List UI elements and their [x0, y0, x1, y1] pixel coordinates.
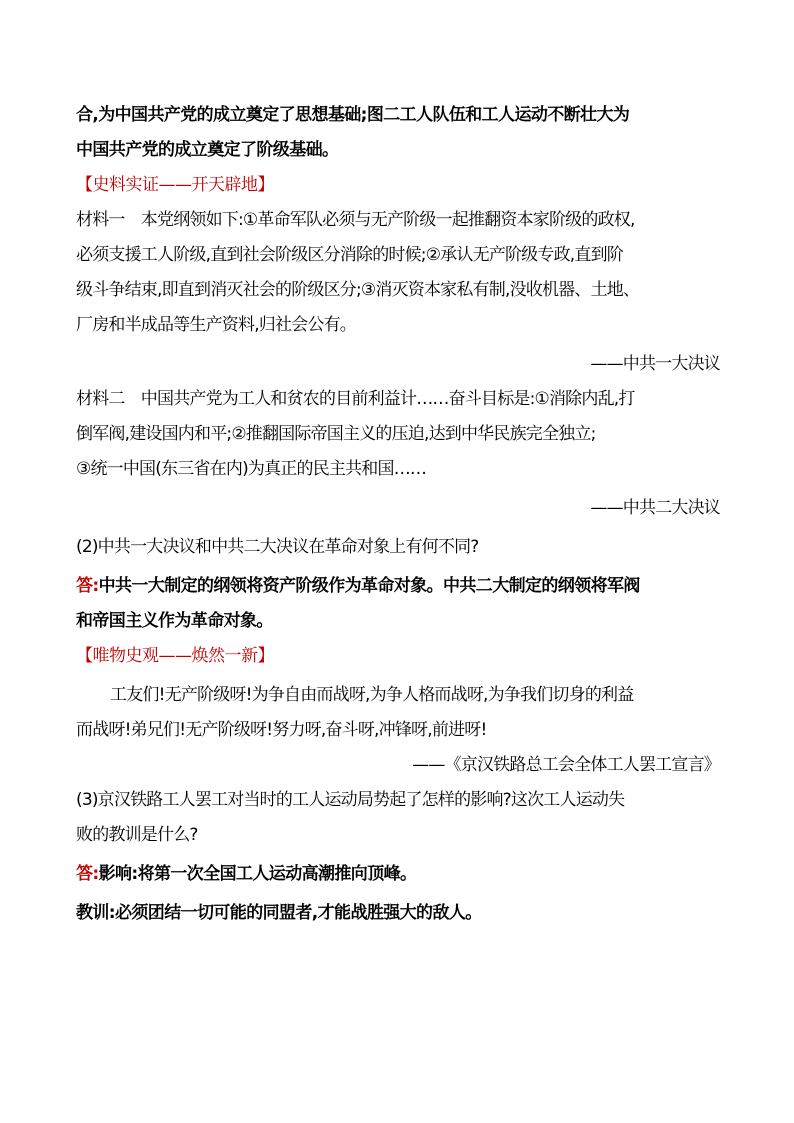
- material-two-line-3: ③统一中国(东三省在内)为真正的民主共和国……: [76, 459, 427, 479]
- intro-text-line-1: 合,为中国共产党的成立奠定了思想基础;图二工人队伍和工人运动不断壮大为: [76, 105, 630, 125]
- question-3-line-1: (3)京汉铁路工人罢工对当时的工人运动局势起了怎样的影响?这次工人运动失: [76, 790, 625, 810]
- document-page: [76, 98, 720, 931]
- material-two-line-1: 材料二 中国共产党为工人和贫农的目前利益计……奋斗目标是:①消除内乱,打: [76, 389, 635, 409]
- quote-line-1: 工友们!无产阶级呀!为争自由而战呀,为争人格而战呀,为争我们切身的利益: [110, 685, 634, 705]
- material-one-line-2: 必须支援工人阶级,直到社会阶级区分消除的时候;②承认无产阶级专政,直到阶: [76, 245, 623, 265]
- section-heading-historical-materialism: 【唯物史观——焕然一新】: [76, 646, 274, 666]
- material-two-source: ——中共二大决议: [590, 498, 720, 518]
- material-one-source: ——中共一大决议: [590, 354, 720, 374]
- answer-3: [76, 857, 720, 931]
- answer-3-line-1: 影响:将第一次全国工人运动高潮推向顶峰。: [98, 864, 417, 884]
- material-two-line-2: 倒军阀,建设国内和平;②推翻国际帝国主义的压迫,达到中华民族完全独立;: [76, 424, 596, 444]
- answer-3-line-2: 教训:必须团结一切可能的同盟者,才能战胜强大的敌人。: [76, 903, 482, 923]
- answer-2: [76, 569, 720, 639]
- strike-declaration-quote: [76, 678, 720, 783]
- answer-2-line-2: 和帝国主义作为革命对象。: [76, 611, 273, 631]
- question-3-line-2: 败的教训是什么?: [76, 825, 198, 845]
- material-two: [76, 382, 720, 526]
- answer-3-label: 答:: [76, 864, 99, 884]
- question-2: (2)中共一大决议和中共二大决议在革命对象上有何不同?: [76, 537, 479, 557]
- quote-line-2: 而战呀!弟兄们!无产阶级呀!努力呀,奋斗呀,冲锋呀,前进呀!: [76, 720, 487, 740]
- material-one-line-4: 厂房和半成品等生产资料,归社会公有。: [76, 315, 357, 335]
- material-one-line-3: 级斗争结束,即直到消灭社会的阶级区分;③消灭资本家私有制,没收机器、土地、: [76, 280, 640, 300]
- intro-text-line-2: 中国共产党的成立奠定了阶级基础。: [76, 140, 339, 160]
- material-one-line-1: 材料一 本党纲领如下:①革命军队必须与无产阶级一起推翻资本家阶级的政权,: [76, 210, 635, 230]
- question-3: [76, 783, 720, 853]
- section-heading-historical-evidence: 【史料实证——开天辟地】: [76, 175, 274, 195]
- quote-source: ——《京汉铁路总工会全体工人罢工宣言》: [412, 755, 720, 775]
- material-one: [76, 203, 720, 382]
- answer-2-label: 答:: [76, 576, 99, 596]
- answer-2-line-1: 中共一大制定的纲领将资产阶级作为革命对象。中共二大制定的纲领将军阀: [98, 576, 640, 596]
